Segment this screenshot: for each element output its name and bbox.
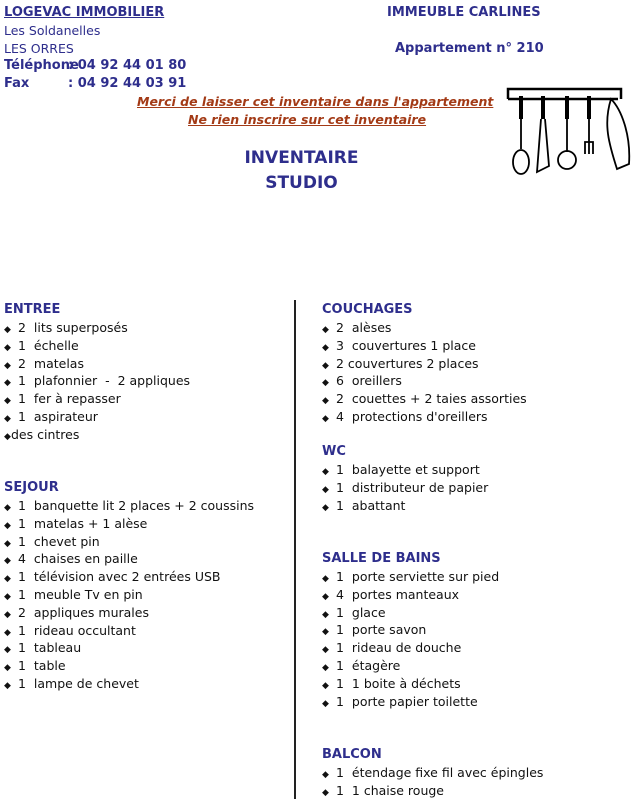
bullet-icon: ◆	[322, 662, 329, 673]
item-text: 1 tableau	[18, 640, 82, 656]
bullet-icon: ◆	[322, 484, 329, 495]
kitchen-utensils-icon	[503, 84, 633, 179]
item-text: 3 couvertures 1 place	[336, 337, 476, 353]
item-text: 1 1 boite à déchets	[336, 675, 461, 691]
company-name: LOGEVAC IMMOBILIER	[4, 5, 165, 20]
section-balcon	[322, 746, 543, 800]
item-text: 2 couvertures 2 places	[336, 355, 479, 371]
list-item	[4, 568, 254, 586]
list-item	[4, 426, 190, 444]
bullet-icon: ◆	[322, 770, 329, 780]
list-item	[322, 390, 527, 408]
item-text: 1 porte serviette sur pied	[336, 569, 500, 584]
bullet-icon: ◆	[4, 413, 11, 424]
list-item	[322, 461, 488, 479]
section-title: COUCHAGES	[322, 302, 413, 317]
bullet-icon: ◆	[322, 698, 329, 709]
list-item	[4, 497, 254, 515]
list-item	[322, 604, 499, 622]
bullet-icon: ◆	[322, 680, 329, 691]
item-text: 1 balayette et support	[336, 462, 480, 477]
list-item	[322, 657, 499, 675]
bullet-icon: ◆	[4, 627, 11, 638]
list-item	[322, 782, 543, 800]
list-item	[322, 586, 499, 604]
item-text: 6 oreillers	[336, 373, 402, 389]
item-text: 1 meuble Tv en pin	[18, 586, 143, 602]
bullet-icon: ◆	[4, 342, 11, 353]
list-item	[322, 337, 527, 355]
bullet-icon: ◆	[4, 609, 11, 620]
list-item	[322, 568, 499, 586]
item-text: 2 alèses	[336, 320, 392, 335]
notice-do-not-write: Ne rien inscrire sur cet inventaire	[188, 112, 427, 127]
list-item	[4, 355, 190, 373]
bullet-icon: ◆	[322, 627, 329, 638]
item-text: des cintres	[11, 426, 80, 442]
list-item	[4, 675, 254, 693]
list-item	[322, 319, 527, 337]
building-name: IMMEUBLE CARLINES	[387, 5, 541, 20]
address-line-1: Les Soldanelles	[4, 23, 101, 38]
bullet-icon: ◆	[4, 556, 11, 567]
section-title: SEJOUR	[4, 480, 59, 495]
item-text: 1 table	[18, 658, 66, 674]
fax-label: Fax	[4, 76, 30, 91]
section-wc	[322, 443, 488, 514]
list-item	[322, 497, 488, 515]
bullet-icon: ◆	[4, 431, 11, 442]
page-subtitle: STUDIO	[265, 173, 338, 193]
item-text: 1 porte papier toilette	[336, 693, 478, 709]
bullet-icon: ◆	[4, 503, 11, 513]
notice-leave-inventory: Merci de laisser cet inventaire dans l'appartement	[137, 94, 494, 109]
bullet-icon: ◆	[4, 325, 11, 335]
bullet-icon: ◆	[322, 342, 329, 353]
phone-number: : 04 92 44 01 80	[68, 58, 187, 73]
list-item	[322, 621, 499, 639]
item-text: 4 chaises en paille	[18, 551, 138, 567]
bullet-icon: ◆	[322, 325, 329, 335]
item-text: 1 aspirateur	[18, 408, 98, 424]
section-title: ENTREE	[4, 302, 61, 317]
address-line-2: LES ORRES	[4, 41, 74, 56]
bullet-icon: ◆	[322, 413, 329, 424]
item-text: 1 abattant	[336, 497, 406, 513]
section-salle-de-bains	[322, 550, 499, 710]
section-sejour	[4, 479, 254, 693]
list-item	[322, 639, 499, 657]
section-title: BALCON	[322, 747, 382, 762]
item-text: 1 matelas + 1 alèse	[18, 515, 148, 531]
bullet-icon: ◆	[322, 609, 329, 620]
list-item	[4, 604, 254, 622]
item-text: 1 porte savon	[336, 622, 427, 638]
item-text: 1 rideau occultant	[18, 622, 136, 638]
section-couchages	[322, 301, 527, 426]
list-item	[322, 372, 527, 390]
bullet-icon: ◆	[4, 360, 11, 371]
bullet-icon: ◆	[4, 591, 11, 602]
bullet-icon: ◆	[322, 591, 329, 602]
bullet-icon: ◆	[4, 645, 11, 656]
item-text: 1 fer à repasser	[18, 391, 121, 407]
list-item	[4, 586, 254, 604]
phone-label: Téléphone	[4, 58, 79, 73]
section-title: WC	[322, 444, 346, 459]
item-text: 1 rideau de douche	[336, 640, 462, 656]
bullet-icon: ◆	[4, 378, 11, 389]
list-item	[322, 408, 527, 426]
item-text: 2 appliques murales	[18, 604, 149, 620]
list-item	[4, 622, 254, 640]
item-text: 2 matelas	[18, 355, 84, 371]
item-text: 1 chevet pin	[18, 533, 100, 549]
list-item	[4, 390, 190, 408]
list-item	[4, 337, 190, 355]
bullet-icon: ◆	[322, 467, 329, 477]
item-text: 1 étendage fixe fil avec épingles	[336, 765, 544, 780]
list-item	[4, 319, 190, 337]
bullet-icon: ◆	[4, 520, 11, 531]
item-text: 1 banquette lit 2 places + 2 coussins	[18, 498, 255, 513]
item-text: 1 glace	[336, 604, 386, 620]
item-text: 1 1 chaise rouge	[336, 782, 444, 798]
list-item	[4, 657, 254, 675]
fax-number: : 04 92 44 03 91	[68, 76, 187, 91]
bullet-icon: ◆	[4, 396, 11, 407]
bullet-icon: ◆	[322, 360, 329, 371]
item-text: 2 couettes + 2 taies assorties	[336, 391, 527, 407]
list-item	[4, 408, 190, 426]
item-text: 1 lampe de chevet	[18, 675, 139, 691]
section-entree	[4, 301, 190, 444]
item-text: 1 distributeur de papier	[336, 479, 489, 495]
bullet-icon: ◆	[322, 574, 329, 584]
item-text: 1 étagère	[336, 657, 401, 673]
list-item	[4, 533, 254, 551]
list-item	[4, 550, 254, 568]
list-item	[322, 675, 499, 693]
bullet-icon: ◆	[4, 574, 11, 585]
section-title: SALLE DE BAINS	[322, 551, 441, 566]
item-text: 4 portes manteaux	[336, 586, 460, 602]
apartment-number: Appartement n° 210	[395, 41, 544, 56]
bullet-icon: ◆	[4, 538, 11, 549]
list-item	[322, 479, 488, 497]
page-title: INVENTAIRE	[244, 148, 359, 168]
item-text: 1 échelle	[18, 337, 79, 353]
bullet-icon: ◆	[322, 396, 329, 407]
list-item	[4, 515, 254, 533]
bullet-icon: ◆	[322, 502, 329, 513]
item-text: 4 protections d'oreillers	[336, 408, 488, 424]
bullet-icon: ◆	[4, 663, 11, 674]
list-item	[322, 355, 527, 373]
bullet-icon: ◆	[322, 378, 329, 389]
list-item	[4, 639, 254, 657]
bullet-icon: ◆	[322, 787, 329, 798]
item-text: 1 plafonnier - 2 appliques	[18, 373, 191, 389]
list-item	[322, 764, 543, 782]
bullet-icon: ◆	[322, 645, 329, 656]
item-text: 1 télévision avec 2 entrées USB	[18, 569, 221, 585]
bullet-icon: ◆	[4, 680, 11, 691]
list-item	[322, 693, 499, 711]
list-item	[4, 372, 190, 390]
column-divider	[294, 300, 296, 799]
item-text: 2 lits superposés	[18, 320, 128, 335]
